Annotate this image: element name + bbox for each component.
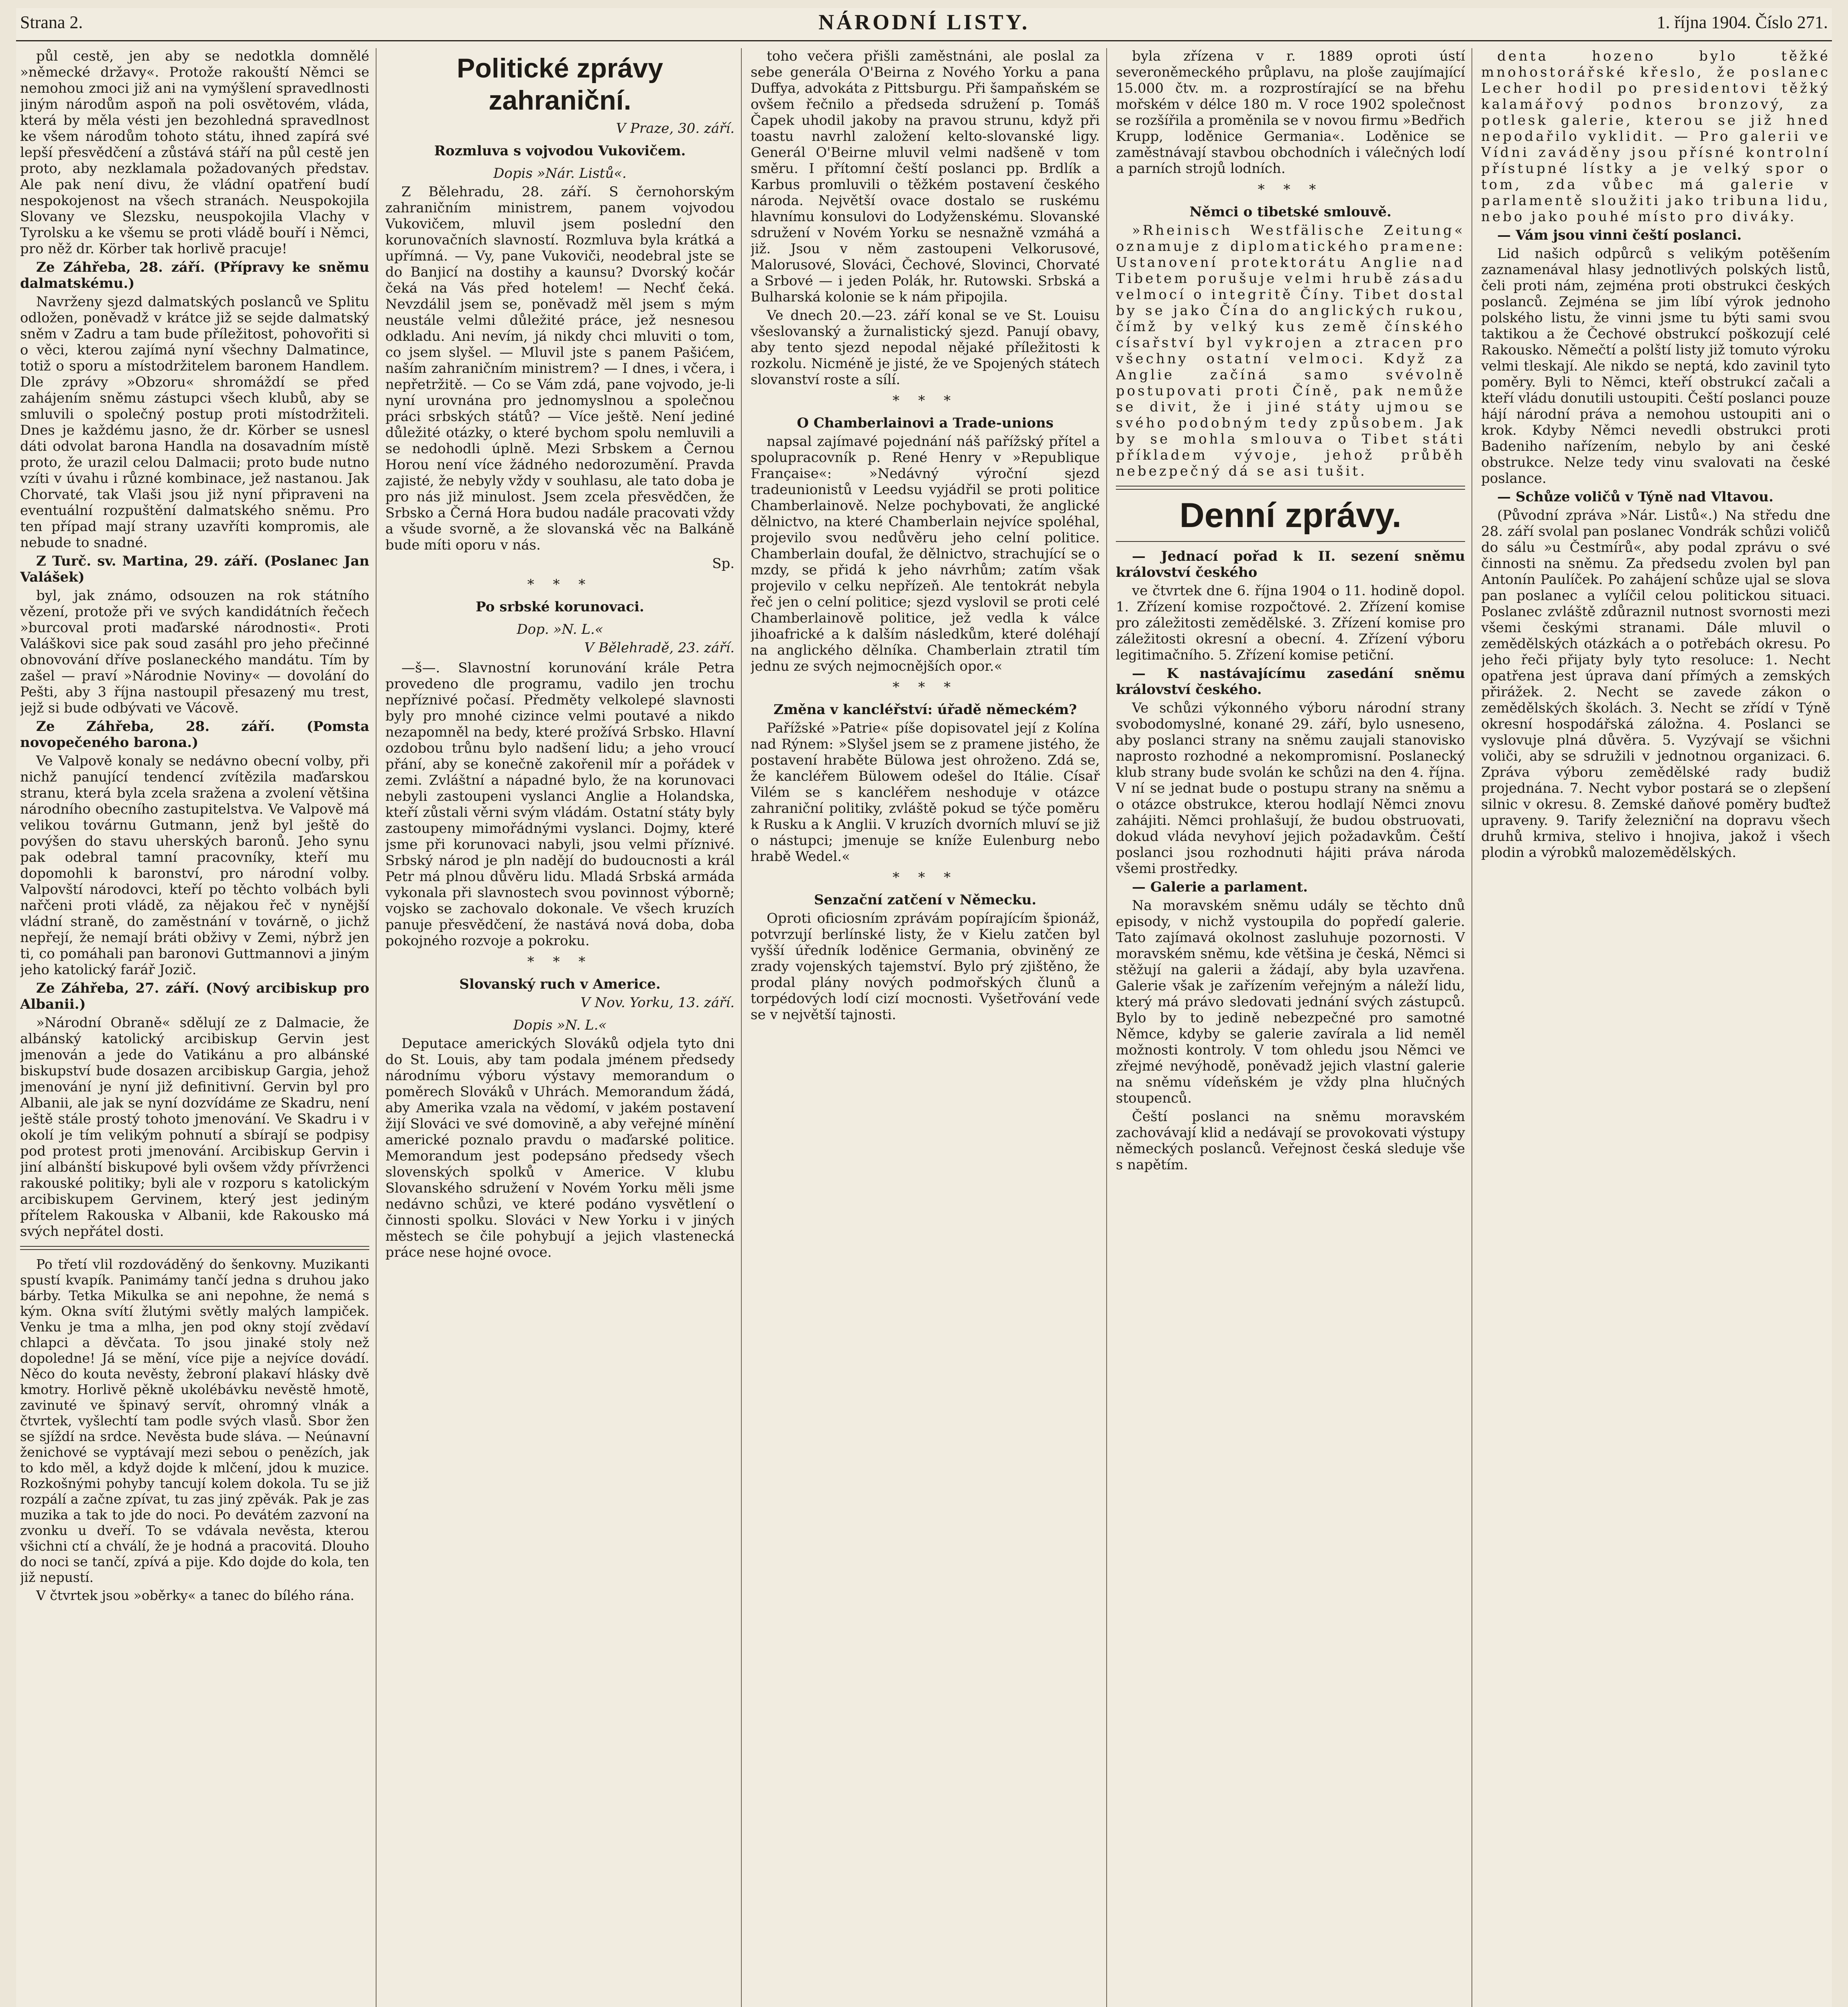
article-text: Na moravském sněmu udály se těchto dnů episody, v nichž vystoupila do popředí galerie. Tato zajímavá okolnost zasluhuje pozornosti. V moravském sněmu, kde většina je česká, Němci si stěžují na galerii a žádají, aby byla uzavřena. Galerie však je zařízením veřejným a náleží lidu, který má právo sledovati jednání svých zástupců. Bylo by to jedině nebezpečné pro samotné Němce, kdyby se galerie zavírala a lid neměl možnosti kontroly. V tom ohledu jsou Němci ve zřejmé nevýhodě, poněvadž jejich vlastní galerie na sněmu vídeňském je vždy plna hlučných stoupenců. bbox=[1116, 898, 1465, 1106]
page-number: Strana 2. bbox=[20, 12, 83, 32]
separator-stars: * * * bbox=[892, 393, 958, 409]
masthead bbox=[16, 8, 1832, 41]
article-text: denta hozeno bylo těžké mnohostorářské křeslo, že poslanec Lecher hodil po presidentovi těžký kalamářový podnos bronzový, za potlesk galerie, kterou se již hned nepodařilo vyklidit. — Pro galerii ve Vídni zaváděny jsou přísné kontrolní přístupné lístky a je velký spor o tom, zda vůbec má galerie v parlamentě sloužiti jako tribuna lidu, nebo jako pouhé místo pro diváky. bbox=[1481, 48, 1830, 225]
section-title: Politické zprávy zahraniční. bbox=[456, 53, 663, 116]
article-text: půl cestě, jen aby se nedotkla domnělé »německé državy«. Protože rakouští Němci se nemohou zmoci již ani na vymýšlení spravedlnosti jiným národům aspoň na poli osvětovém, vláda, která by měla vésti jen bezohledná spravedlnost ke všem národům tohoto státu, ihned zapírá své lepší přesvědčení a zůstává stáří na půl cestě jen proto, aby nezklamala požadovaných představ. Ale pak není divu, že vládní opatření budí nespokojenost na všech stranách. Neuspokojila Slovany ve Slezsku, neuspokojila Vlachy v Tyrolsku a ke všemu se proti vládě bouří i Němci, pro něž dr. Körber tak horlivě pracuje! bbox=[20, 48, 369, 257]
article-heading: Ze Záhřeba, 27. září. (Nový arcibiskup pro Albanii.) bbox=[20, 980, 369, 1012]
newspaper-page bbox=[16, 8, 1832, 2007]
separator-stars: * * * bbox=[527, 954, 593, 970]
article-heading: Slovanský ruch v Americe. bbox=[459, 976, 661, 992]
separator-stars: * * * bbox=[1258, 181, 1323, 197]
article-subheading: Dopis »Nár. Listů«. bbox=[493, 165, 627, 181]
article-text: Ve Valpově konaly se nedávno obecní volby, při nichž panující tendencí zvítězila maďarskou stranu, která byla zcela sražena a zvolení většina národního obecního zastupitelstva. Ve Valpově má velikou továrnu Gutmann, jenž byl ještě do povýšen do stavu uherských baronů. Jeho synu pak odebral tamní pracovníky, kteří mu dopomohli k baronství, pro národní volby. Valpovští národovci, kteří po těchto volbách byli nařčeni proti vládě, za nějakou řeč v nynější vládní straně, do zaměstnání v továrně, o jichž nepřejí, že nemají bráti obživy v Zemi, nýbrž jen ti, co pomáhali pan baronovi Guttmannovi a jiným jeho katolický farář Jozič. bbox=[20, 753, 369, 978]
dateline: V Nov. Yorku, 13. září. bbox=[580, 995, 735, 1011]
issue-date: 1. října 1904. Číslo 271. bbox=[1657, 12, 1828, 32]
article-heading: — K nastávajícímu zasedání sněmu království českého. bbox=[1116, 666, 1465, 698]
column-rule bbox=[1471, 48, 1472, 2007]
column-4 bbox=[1116, 48, 1465, 2007]
column-5 bbox=[1481, 48, 1830, 2007]
article-heading: Z Turč. sv. Martina, 29. září. (Poslanec Jan Valášek) bbox=[20, 553, 369, 585]
column-rule bbox=[376, 48, 377, 2007]
article-text: (Původní zpráva »Nár. Listů«.) Na středu dne 28. září svolal pan poslanec Vondrák schůzi voličů do sálu »u Čestmírů«, aby podal zprávu o své činnosti na sněmu. Za předsedu zvolen byl pan Antonín Paulíček. Po zahájení schůze ujal se slova pan poslanec a vylíčil celou politickou situaci. Poslanec zvláště zdůraznil nutnost svornosti mezi všemi českými stranami. Dále mluvil o zemědělských otázkách a o potřebách okresu. Po jeho řeči přijaty byly tyto resoluce: 1. Necht opatřena jest úprava daní přímých a zemských přirážek. 2. Necht se zavede zákon o zemědělských školách. 3. Necht se zřídí v Týně okresní hospodářská záložna. 4. Poslanci se vyslovuje plná důvěra. 5. Vyzývají se všichni voliči, aby se sdružili v jednotnou organizaci. 6. Zpráva výboru zemědělské rady budiž projednána. 7. Necht vybor postará se o zlepšení silnic v okresu. 8. Zemské daňové poměry buďtež upraveny. 9. Tarify železniční na dopravu všech druhů krmiva, stelivo i hnojiva, jakož i všech plodin a výrobků malozemědělských. bbox=[1481, 507, 1830, 861]
article-heading: — Schůze voličů v Týně nad Vltavou. bbox=[1497, 489, 1774, 505]
article-heading: — Vám jsou vinni čeští poslanci. bbox=[1497, 227, 1742, 243]
column-3 bbox=[751, 48, 1100, 2007]
article-heading: — Jednací pořad k II. sezení sněmu království českého bbox=[1116, 548, 1465, 580]
feuilleton-divider bbox=[20, 1246, 369, 1250]
columns bbox=[16, 48, 1832, 2007]
separator-stars: * * * bbox=[892, 679, 958, 695]
article-text: Ve schůzi výkonného výboru národní strany svobodomyslné, konané 29. září, bylo usneseno, aby poslanci strany na sněmu zaujali stanovisko naprosto rozhodné a nekompromisní. Poslanecký klub strany bude svolán ke schůzi na den 4. října. V ní se jednat bude o postupu strany na sněmu a o otázce obstrukce, kterou hodlají Němci znovu zahájiti. Němci prohlašují, že budou obstruovati, dokud vláda nevyhoví jejich požadavkům. Čeští poslanci jsou rozhodnuti hájiti práva národa všemi prostředky. bbox=[1116, 700, 1465, 877]
article-text: »Národní Obraně« sdělují ze z Dalmacie, že albánský katolický arcibiskup Gervin jest jmenován a jede do Vatikánu a pro albánské biskupství bude dosazen arcibiskup Gargia, jehož jmenování je nyní již definitivní. Gervin byl pro Albanii, ale jak se nyní dozvídáme ze Skadru, není ještě stále prostý tohoto jmenování. Ve Skadru i v okolí je tím velikým pohnutí a sbírají se podpisy pod protest proti jmenování. Arcibiskup Gervin i jiní albánští biskupové byli ovšem vždy přívrženci rakouské politiky; byli ale v rozporu s katolickým arcibiskupem Gervinem, který jest jediným přítelem Rakouska v Albanii, kde Rakousko má svých nepřátel dosti. bbox=[20, 1015, 369, 1240]
dateline: V Praze, 30. září. bbox=[616, 120, 735, 136]
article-text: byl, jak známo, odsouzen na rok státního vězení, protože při ve svých kandidátních řečech »burcoval proti maďarské národnosti«. Proti Valáškovi sice pak soud zasáhl pro jeho přečinné obnovování dříve poslaneckého mandátu. Tím by zašel — praví »Národnie Noviny« — dovolání do Pešti, aby 3 října nastoupil přesazený mu trest, jejž si bude odbývati ve Vácově. bbox=[20, 588, 369, 716]
article-heading: Po srbské korunovaci. bbox=[476, 599, 644, 615]
section-title: Denní zprávy. bbox=[1179, 496, 1402, 535]
column-rule bbox=[1106, 48, 1107, 2007]
separator-stars: * * * bbox=[527, 576, 593, 592]
section-divider bbox=[1116, 486, 1465, 490]
article-text: Navrženy sjezd dalmatských poslanců ve Splitu odložen, poněvadž v krátce již se sejde dalmatský sněm v Zadru a tam bude příležitost, pohovořiti si o věci, kterou zajímá nyní všechny Dalmatince, totiž o sporu a místodržitelem baronem Handlem. Dle zprávy »Obzoru« shromáždí se před zahájením sněmu zástupci všech klubů, aby se smluvili o společný postup proti místodržiteli. Dnes je každému jasno, že dr. Körber se usnesl dáti odvolat barona Handla na dosavadním místě proto, že urazil celou Dalmacii; proto bude nutno vzíti v úvahu i různé kombinace, jež nastanou. Jak Chorvaté, tak Vlaši jsou již nyní připraveni na eventuální rozpuštění dalmatského sněmu. Pro ten případ mají strany uzavříti kompromis, ale nebude to snadné. bbox=[20, 294, 369, 551]
section-divider bbox=[1116, 541, 1465, 542]
article-text: —š—. Slavnostní korunování krále Petra provedeno dle programu, vadilo jen trochu nepříznivé počasí. Předměty velkolepé slavnosti byly pro mnohé cizince velmi poutavé a nikdo nezapomněl na bedy, které prožívá Srbsko. Hlavní ozdobou trůnu bylo nadšení lidu; a jeho vroucí přání, aby se konečně zakořenil mír a pořádek v zemi. Zvláštní a nápadné bylo, že na korunovaci nebyli zastoupeni vyslanci Anglie a Holandska, kteří zůstali věrni svým vládám. Ostatní státy byly zastoupeny mimořádnými vyslanci. Dojmy, které jsme při korunovaci nabyli, jsou velmi příznivé. Srbský národ je pln nadějí do budoucnosti a král Petr má plnou důvěru lidu. Mladá Srbská armáda vykonala při slavnostech svou povinnost výborně; vojsko se zachovalo dokonale. Ve všech kruzích panuje přesvědčení, že nastává nová doba, doba pokojného rozvoje a pokroku. bbox=[385, 660, 735, 949]
article-text: »Rheinisch Westfälische Zeitung« oznamuje z diplomatického pramene: Ustanovení protektorátu Anglie nad Tibetem porušuje velmi hrubě zásadu velmocí o integritě Číny. Tibet dostal by se jako Čína do anglických rukou, čímž by velký kus země čínského císařství byl vykrojen a ztracen pro všechny ostatní velmoci. Když za Anglie začíná samo svévolně postupovati proti Číně, pak nemůže se divit, že i jiné státy ujmou se svého podobným tedy způsobem. Jak by se mohla smlouva o Tibet státi příkladem vývoje, jehož průběh nebezpečný dá se asi tušit. bbox=[1116, 222, 1465, 479]
column-rule bbox=[741, 48, 742, 2007]
article-text: Čeští poslanci na sněmu moravském zachovávají klid a nedávají se provokovati výstupy německých poslanců. Veřejnost česká sleduje vše s napětím. bbox=[1116, 1109, 1465, 1173]
signature: Sp. bbox=[712, 556, 735, 572]
article-text: Lid našich odpůrců s velikým potěšením zaznamenával hlasy jednotlivých polských listů, čeli proti nám, zejména proti obstrukci českých poslanců. Zejména se jim líbí výrok jednoho polského listu, že vinni jsme tu býti sami svou taktikou a že Čechové obstrukcí poškozují celé Rakousko. Němečtí a polští listy již tomuto výroku velmi tleskají. Ale nikdo se neptá, kdo zavinil tyto poměry. Byli to Němci, kteří obstrukcí začali a kteří vládu donutili ustoupiti. Čeští poslanci pouze hájí národní práva a nemohou ustoupiti ani o krok. Kdyby Němci nevedli obstrukci proti Badeniho nařízením, nebylo by ani české obstrukce. Nelze tedy vinu svalovati na české poslance. bbox=[1481, 246, 1830, 486]
article-text: Oproti oficiosním zprávám popírajícím špionáž, potvrzují berlínské listy, že v Kielu zatčen byl vyšší úředník loděnice Germania, obviněný ze zrady vojenských tajemství. Bylo prý zjištěno, že prodal plány nových podmořských člunů a torpédových lodí cizí mocnosti. Vyšetřování vede se v největší tajnosti. bbox=[751, 910, 1100, 1023]
article-heading: — Galerie a parlament. bbox=[1132, 879, 1308, 895]
column-2 bbox=[385, 48, 735, 2007]
newspaper-title: NÁRODNÍ LISTY. bbox=[818, 10, 1030, 34]
article-heading: Rozmluva s vojvodou Vukovičem. bbox=[434, 143, 686, 159]
article-text: Pařížské »Patrie« píše dopisovatel její z Kolína nad Rýnem: »Slyšel jsem se z pramene jistého, že postavení hraběte Bülowa jest ohroženo. Zdá se, že kancléřem Bülowem odešel do Itálie. Císař Vilém se s kancléřem neshoduje v otázce zahraniční politiky, zvláště pokud se týče poměru k Rusku a k Anglii. V kruzích dvorních mluví se již o nástupci; jmenuje se kníže Eulenburg nebo hrabě Wedel.« bbox=[751, 720, 1100, 865]
article-text: napsal zajímavé pojednání náš pařížský přítel a spolupracovník p. René Henry v »Republique Française«: »Nedávný výroční sjezd tradeunionistů v Leedsu vyjádřil se proti politice Chamberlainově. Nelze pochybovati, že anglické dělnictvo, na které Chamberlain nejvíce spoléhal, projevilo svou nedůvěru jeho celní politice. Chamberlain doufal, že dělnictvo, strachující se o mzdy, se přidá k jeho návrhům; zatím však projevilo v celku nepřízeň. Ale tentokrát nebyla řeč jen o celní politice; sjezd vyslovil se proti celé Chamberlainově politice, jež vedla k válce jihoafrické a k dalším následkům, které doléhají na anglického dělníka. Chamberlain ztratil tím jednu ze svých nejmocnějších opor.« bbox=[751, 434, 1100, 674]
article-heading: Změna v kancléřství: úřadě německém? bbox=[773, 702, 1077, 718]
article-text: Z Bělehradu, 28. září. S černohorským zahraničním ministrem, panem vojvodou Vukovičem, mluvil jsem poslední den korunovačních slavností. Rozmluva byla krátká a upřímná. — Vy, pane Vukoviči, neodebral jste se do Banjicí na dostihy a kaunsu? Dvorský kočár čeká na Vás před hotelem! — Nechť čeká. Nevzdálil jsem se, poněvadž měl jsem s mým neustále velmi důležité práce, jež nesnesou odkladu. Ani nevím, já nikdy chci mluviti o tom, co jsem slyšel. — Mluvil jste s panem Pašićem, naším zahraničním ministrem? — I dnes, i včera, i nepřetržitě. — Co se Vám zdá, pane vojvodo, je-li nyní urovnána pro jednomyslnou a společnou práci srbských států? — Více ještě. Není jediné důležité otázky, o které bychom spolu nemluvili a se nedohodli úplně. Mezi Srbskem a Černou Horou není více žádného nedorozumění. Pravda zajisté, že nebyly vždy v souhlasu, ale tato doba je pro nás již minulost. Jsem zcela přesvědčen, že Srbsko a Černá Hora budou nadále pracovati vždy a všude svorně, a že slovanská věc na Balkáně bude míti oporu v nás. bbox=[385, 184, 735, 553]
article-heading: Němci o tibetské smlouvě. bbox=[1189, 204, 1392, 220]
article-text: toho večera přišli zaměstnáni, ale poslal za sebe generála O'Beirna z Nového Yorku a pana Duffya, advokáta z Pittsburgu. Při šampaňském se ovšem řečnilo a předseda sdružení p. Tomáš Čapek uhodil jakoby na pravou strunu, když při toastu navrhl založení kelto-slovanské ligy. Generál O'Beirne mluvil velmi nadšeně v tom směru. I přítomní čeští poslanci pp. Brdlík a Karbus promluvili o těžkém postavení českého národa. Největší ovace dostalo se ruskému hlavnímu konsulovi do Lodyženskému. Slovanské sdružení v Novém Yorku se nesnažně vzmáhá a již. Jsou v něm zastoupeni Velkorusové, Malorusové, Slováci, Čechové, Slovinci, Chorvaté a Srbové — i jeden Polák, hr. Rutowski. Srbská a Bulharská kolonie se k nám připojila. bbox=[751, 48, 1100, 305]
article-subheading: Dop. »N. L.« bbox=[517, 621, 603, 637]
article-text: ve čtvrtek dne 6. října 1904 o 11. hodině dopol. 1. Zřízení komise rozpočtové. 2. Zřízení komise pro záležitosti zemědělské. 3. Zřízení komise pro záležitosti okresní a obecní. 4. Zřízení výboru legitimačního. 5. Zřízení komise petiční. bbox=[1116, 583, 1465, 663]
article-heading: Senzační zatčení v Německu. bbox=[814, 892, 1036, 908]
feuilleton-text: V čtvrtek jsou »oběrky« a tanec do bílého rána. bbox=[36, 1588, 354, 1603]
separator-stars: * * * bbox=[892, 869, 958, 885]
article-text: Ve dnech 20.—23. září konal se ve St. Louisu všeslovanský a žurnalistický sjezd. Panují obavy, aby tento sjezd nepodal nějaké příležitosti k rozkolu. Nicméně je jisté, že ve Spojených státech slovanství roste a sílí. bbox=[751, 307, 1100, 388]
article-heading: Ze Záhřeba, 28. září. (Přípravy ke sněmu dalmatskému.) bbox=[20, 259, 369, 291]
article-heading: O Chamberlainovi a Trade-unions bbox=[797, 415, 1054, 431]
article-text: Deputace amerických Slováků odjela tyto dni do St. Louis, aby tam podala jménem předsedy národnímu výboru výstavy memorandum o poměrech Slováků v Uhrách. Memorandum žádá, aby Amerika vzala na vědomí, v jakém postavení žijí Slováci ve své domovině, a aby veřejné mínění americké poznalo pravdu o maďarské politice. Memorandum jest podepsáno předsedy všech slovenských spolků v Americe. V klubu Slovanského sdružení v Novém Yorku měli jsme nedávno schůzi, ve které podáno vysvětlení o činnosti spolku. Slováci v New Yorku i v jiných městech se čile pohybují a jejich vlastenecká práce nese hojné ovoce. bbox=[385, 1036, 735, 1260]
article-heading: Ze Záhřeba, 28. září. (Pomsta novopečeného barona.) bbox=[20, 719, 369, 751]
dateline: V Bělehradě, 23. září. bbox=[584, 640, 735, 656]
article-subheading: Dopis »N. L.« bbox=[513, 1017, 607, 1033]
article-text: byla zřízena v r. 1889 oproti ústí severoněmeckého průplavu, na ploše zaujímající 15.000 čtv. m. a rozprostírající se na břehu mořském v délce 180 m. V roce 1902 společnost se rozšířila a proměnila se v novou firmu »Bedřich Krupp, loděnice Germania«. Loděnice se zaměstnávají stavbou obchodních i válečných lodí a parních strojů lodních. bbox=[1116, 48, 1465, 177]
feuilleton-text: Po třetí vlil rozdováděný do šenkovny. Muzikanti spustí kvapík. Panimámy tančí jedna s druhou jako bárby. Tetka Mikulka se ani nepohne, že nemá s kým. Okna svítí žlutými světly malých lampiček. Venku je tma a mlha, jen pod okny stojí zvědaví chlapci a děvčata. To jsou jinaké stoly než dopoledne! Já se mění, více pije a nejvíce dovádí. Něco do kouta nevěsty, žebroní plakaví hlásky dvě kmotry. Horlivě pěkně ukolébávku nevěstě hmotě, zavinuté ve špinavý servít, ohromný vlnák a čtvrtek, vyšlechtí tam podle svých vlasů. Sbor žen se sjíždí na srdce. Nevěsta bude sláva. — Neúnavní ženichové se vyptávají mezi sebou o penězích, jak to kdo měl, a když dojde k mlčení, jdou k muzice. Rozkošnými pohyby tancují kolem dokola. Tu se již rozpálí a začne zpívat, tu zas jiný zpěvák. Pak je zas muzika a tak to jde do noci. Po devátém zazvoní na zvonku u dveří. To se vdávala nevěsta, kterou všichni ctí a chválí, že je hodná a pracovitá. Dlouho do noci se tančí, zpívá a pije. Kdo dojde do kola, ten již nepustí. bbox=[20, 1256, 369, 1585]
column-1 bbox=[20, 48, 369, 2007]
